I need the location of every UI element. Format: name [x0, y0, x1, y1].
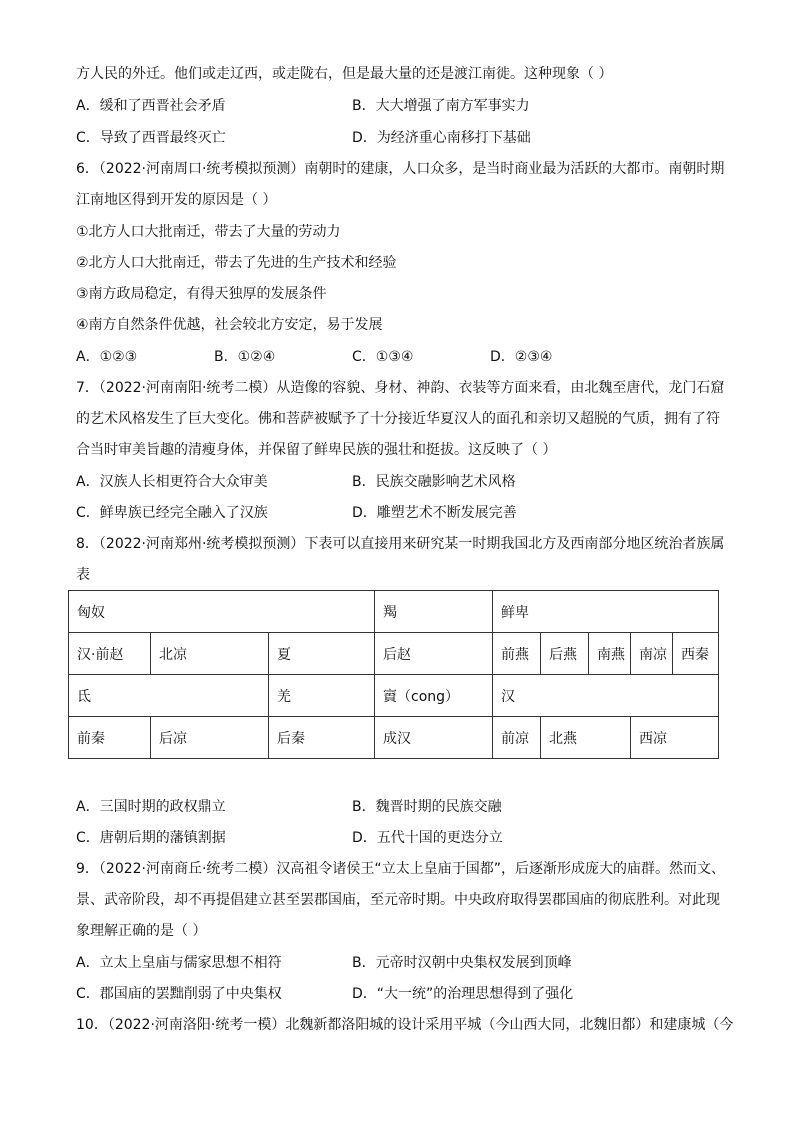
q6-item-1: ①北方人口大批南迁，带去了大量的劳动力	[76, 224, 341, 240]
table-cell: 西凉	[631, 717, 719, 759]
q8-stem-line1: 8．（2022·河南郑州·统考模拟预测）下表可以直接用来研究某一时期我国北方及西南部分地区统治者族属	[76, 536, 725, 552]
table-row	[69, 717, 719, 759]
table-cell: 賨（cong）	[375, 675, 493, 717]
q6-stem-line1: 6．（2022·河南周口·统考模拟预测）南朝时的建康，人口众多，是当时商业最为活跃的大都市。南朝时期	[76, 161, 725, 177]
table-cell: 后燕	[541, 633, 589, 675]
q6-item-3: ③南方政局稳定，有得天独厚的发展条件	[76, 286, 327, 302]
q7-option-b: B．民族交融影响艺术风格	[352, 474, 516, 490]
q7-option-d: D．雕塑艺术不断发展完善	[352, 505, 517, 521]
q6-option-c: C．①③④	[352, 349, 414, 365]
q9-option-c: C．郡国庙的罢黜削弱了中央集权	[76, 986, 282, 1002]
q9-stem-line3: 象理解正确的是（ ）	[76, 923, 207, 939]
q8-option-a: A．三国时期的政权鼎立	[76, 799, 226, 815]
q10-stem-line1: 10．（2022·河南洛阳·统考一模）北魏新都洛阳城的设计采用平城（今山西大同，北魏旧都）和建康城（今	[76, 1017, 734, 1033]
table-cell: 后赵	[375, 633, 493, 675]
q6-item-4: ④南方自然条件优越，社会较北方安定，易于发展	[76, 317, 383, 333]
q6-option-d: D．②③④	[490, 349, 553, 365]
q8-stem-line2: 表	[76, 567, 90, 583]
ethnic-regimes-table	[68, 590, 719, 759]
table-cell: 鲜卑	[493, 591, 719, 633]
table-row	[69, 633, 719, 675]
q9-option-b: B．元帝时汉朝中央集权发展到顶峰	[352, 955, 572, 971]
table-cell: 前凉	[493, 717, 541, 759]
table-cell: 北燕	[541, 717, 631, 759]
q9-stem-line2: 景、武帝阶段，却不再提倡建立甚至罢郡国庙，至元帝时期。中央政府取得罢郡国庙的彻底胜利。对此现	[76, 892, 720, 908]
table-cell: 南凉	[631, 633, 673, 675]
q6-option-b: B．①②④	[214, 349, 276, 365]
table-cell: 匈奴	[69, 591, 375, 633]
q8-option-c: C．唐朝后期的藩镇割据	[76, 830, 226, 846]
q9-option-a: A．立太上皇庙与儒家思想不相符	[76, 955, 282, 971]
table-cell: 成汉	[375, 717, 493, 759]
table-cell: 汉	[493, 675, 719, 717]
table-cell: 前秦	[69, 717, 151, 759]
table-cell: 西秦	[673, 633, 719, 675]
table-cell: 氐	[69, 675, 269, 717]
q7-stem-line1: 7．（2022·河南南阳·统考二模）从造像的容貌、身材、神韵、衣装等方面来看，由北魏至唐代，龙门石窟	[76, 380, 725, 396]
table-cell: 北凉	[151, 633, 269, 675]
table-row	[69, 591, 719, 633]
q8-option-b: B．魏晋时期的民族交融	[352, 799, 502, 815]
q5-option-b: B．大大增强了南方军事实力	[352, 98, 530, 114]
table-cell: 汉·前赵	[69, 633, 151, 675]
q7-stem-line3: 合当时审美旨趣的清瘦身体，并保留了鲜卑民族的强壮和挺拔。这反映了（ ）	[76, 442, 557, 458]
table-cell: 羌	[269, 675, 375, 717]
table-cell: 后秦	[269, 717, 375, 759]
table-cell: 夏	[269, 633, 375, 675]
q9-option-d: D．“大一统”的治理思想得到了强化	[352, 986, 574, 1002]
q6-stem-line2: 江南地区得到开发的原因是（ ）	[76, 192, 277, 208]
q7-option-c: C．鲜卑族已经完全融入了汉族	[76, 505, 268, 521]
q7-option-a: A．汉族人长相更符合大众审美	[76, 474, 268, 490]
q8-option-d: D．五代十国的更迭分立	[352, 830, 503, 846]
table-cell: 羯	[375, 591, 493, 633]
q5-option-a: A．缓和了西晋社会矛盾	[76, 98, 226, 114]
q5-option-c: C．导致了西晋最终灭亡	[76, 130, 226, 146]
table-cell: 前燕	[493, 633, 541, 675]
table-row	[69, 675, 719, 717]
q5-text: 方人民的外迁。他们或走辽西，或走陇右，但是最大量的还是渡江南徙。这种现象（ ）	[76, 66, 613, 82]
q5-option-d: D．为经济重心南移打下基础	[352, 130, 531, 146]
q9-stem-line1: 9．（2022·河南商丘·统考二模）汉高祖令诸侯王“立太上皇庙于国都”，后逐渐形成庞大的庙群。然而文、	[76, 861, 725, 877]
table-cell: 南燕	[589, 633, 631, 675]
table-cell: 后凉	[151, 717, 269, 759]
q7-stem-line2: 的艺术风格发生了巨大变化。佛和菩萨被赋予了十分接近华夏汉人的面孔和亲切又超脱的气质，拥有了符	[76, 411, 720, 427]
q6-item-2: ②北方人口大批南迁，带去了先进的生产技术和经验	[76, 255, 397, 271]
q6-option-a: A．①②③	[76, 349, 138, 365]
